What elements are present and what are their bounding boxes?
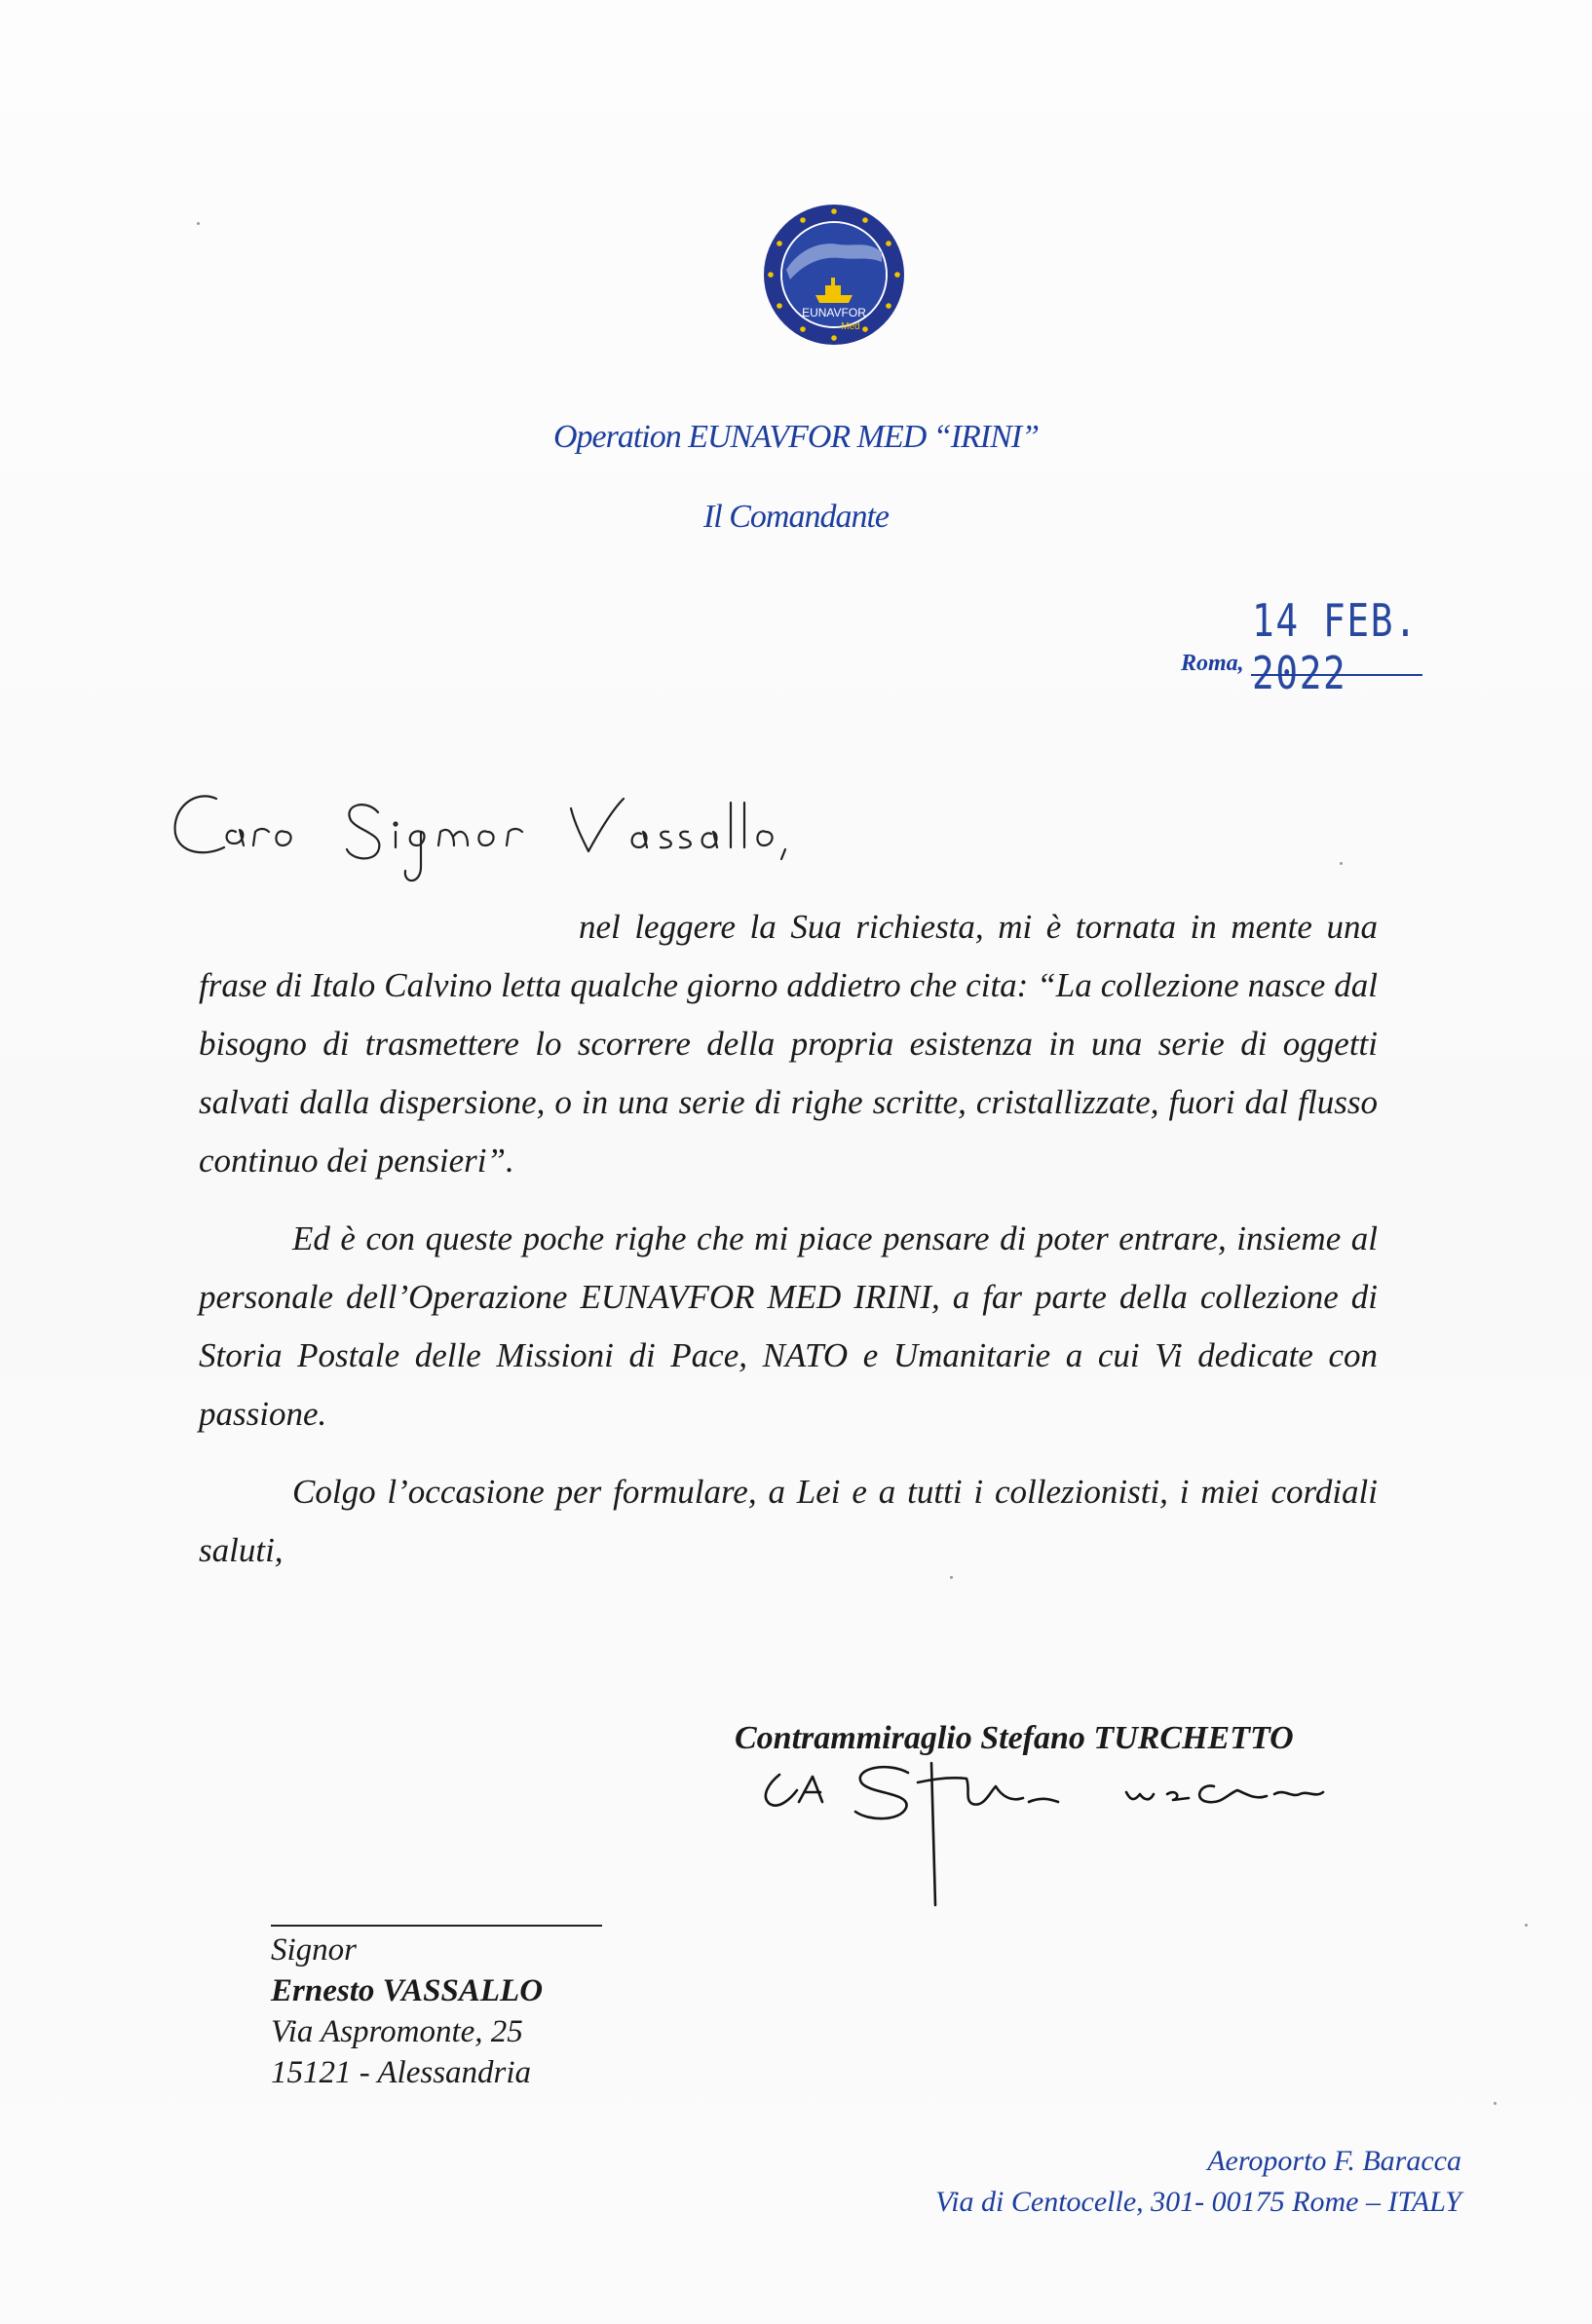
scan-speck: [1340, 862, 1343, 865]
footer-line-1: Aeroporto F. Baracca: [1207, 2145, 1461, 2177]
scan-speck: [197, 222, 200, 225]
logo-subtext: Med: [841, 321, 860, 332]
body-paragraph-2: Ed è con queste poche righe che mi piace pensare di poter entrare, insieme al personale dell’Operazione EUNAVFOR MED IRINI, a far parte della collezione di Storia Postale delle Missioni di Pace, NATO e Umanitarie a cui Vi dedicate con passione.: [199, 1219, 1378, 1433]
logo-text: EUNAVFOR: [802, 306, 866, 319]
recipient-rule: [271, 1925, 602, 1927]
signatory-last-name: TURCHETTO: [1093, 1720, 1294, 1756]
footer-line-2: Via di Centocelle, 301- 00175 Rome – ITALY: [935, 2186, 1461, 2218]
date-underline: [1251, 674, 1422, 676]
scan-speck: [1525, 1924, 1528, 1927]
scan-speck: [1494, 2102, 1497, 2105]
signatory-first-name: Stefano: [980, 1720, 1085, 1756]
recipient-name: Ernesto VASSALLO: [271, 1973, 544, 2008]
body-paragraph-3: Colgo l’occasione per formulare, a Lei e a tutti i collezionisti, i miei cordiali saluti,: [199, 1473, 1378, 1569]
signatory-rank: Contrammiraglio: [735, 1720, 972, 1756]
handwritten-signature: [740, 1743, 1345, 1909]
date-place: Roma,: [1181, 651, 1244, 676]
date-stamp: 14 FEB. 2022: [1252, 594, 1419, 699]
recipient-title: Signor: [271, 1932, 358, 1968]
handwritten-salutation: [166, 769, 828, 896]
body-paragraph-1: nel leggere la Sua richiesta, mi è tornata in mente una frase di Italo Calvino letta qualche giorno addietro che cita: “La collezione nasce dal bisogno di trasmettere lo scorrere della propria esistenza in una serie di oggetti salvati dalla dispersione, o in una serie di righe scritte, cristallizzate, fuori dal flusso continuo dei pensieri”.: [199, 908, 1378, 1180]
recipient-city: 15121 - Alessandria: [271, 2055, 532, 2090]
operation-title: Operation EUNAVFOR MED “IRINI”: [552, 419, 1040, 455]
recipient-street: Via Aspromonte, 25: [271, 2014, 523, 2049]
commander-title: Il Comandante: [702, 499, 890, 535]
eunavfor-med-logo: [761, 202, 907, 348]
